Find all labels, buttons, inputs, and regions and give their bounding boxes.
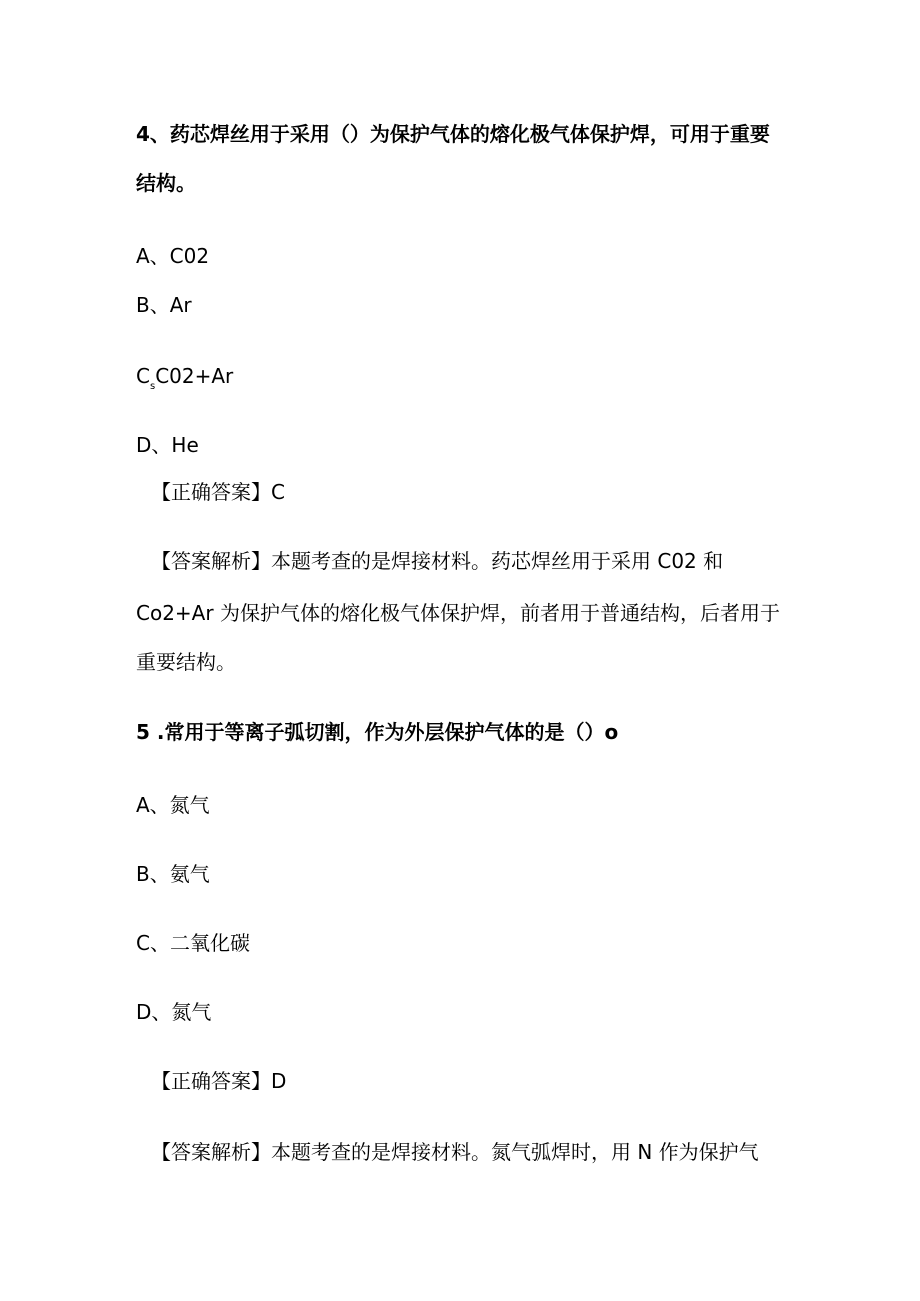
question-4-option-b: B、Ar	[136, 293, 192, 317]
option-c-text: C02+Ar	[155, 364, 234, 388]
question-4-title-line-1: 4、药芯焊丝用于采用（）为保护气体的熔化极气体保护焊，可用于重要	[136, 122, 770, 146]
question-4-analysis-line-1: 【答案解析】本题考查的是焊接材料。药芯焊丝用于采用 C02 和	[151, 549, 724, 573]
question-4-option-a: A、C02	[136, 244, 210, 268]
question-4-analysis-line-2: Co2+Ar 为保护气体的熔化极气体保护焊，前者用于普通结构，后者用于	[136, 601, 780, 625]
question-5-option-d: D、氮气	[136, 1000, 212, 1024]
option-c-subscript: s	[149, 381, 156, 392]
option-c-letter: C	[136, 364, 150, 388]
question-5-analysis-line-1: 【答案解析】本题考查的是焊接材料。氮气弧焊时，用 N 作为保护气	[151, 1140, 759, 1164]
question-4-title-line-2: 结构。	[136, 171, 196, 195]
question-5-option-c: C、二氧化碳	[136, 931, 250, 955]
question-5-title: 5 .常用于等离子弧切割，作为外层保护气体的是（）o	[136, 720, 619, 744]
question-5-option-b: B、氨气	[136, 862, 210, 886]
question-4-correct-answer: 【正确答案】C	[151, 480, 285, 504]
question-4-analysis-line-3: 重要结构。	[136, 650, 236, 674]
question-5-option-a: A、氮气	[136, 793, 210, 817]
question-4-option-c	[136, 364, 233, 393]
question-5-correct-answer: 【正确答案】D	[151, 1069, 287, 1093]
question-4-option-d: D、He	[136, 433, 199, 457]
